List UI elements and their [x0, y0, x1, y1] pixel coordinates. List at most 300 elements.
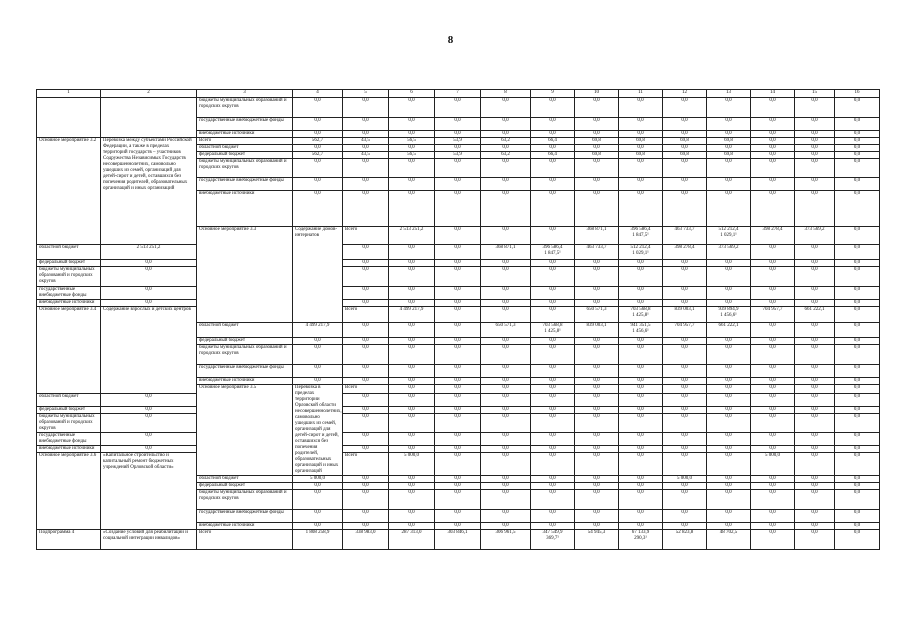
value-cell: 941 351,5 1 456,6¹	[619, 323, 663, 338]
value-cell: 0,0	[663, 260, 707, 267]
value-cell: 0,0	[795, 345, 835, 365]
value-cell: 0,0	[795, 338, 835, 345]
value-cell: 0,0	[389, 446, 435, 453]
value-cell: 0,0	[619, 453, 663, 476]
value-cell: 512 212,4 1 029,1¹	[707, 227, 751, 245]
value-cell: 0,0	[835, 345, 880, 365]
value-cell: 0,0	[481, 407, 531, 414]
value-cell: 0,0	[795, 394, 835, 407]
column-number-header: 3	[197, 90, 293, 98]
value-cell: 0,0	[435, 267, 481, 287]
value-cell: 0,0	[835, 267, 880, 287]
value-cell: 0,0	[795, 510, 835, 523]
value-cell: 0,0	[707, 345, 751, 365]
value-cell: 0,0	[531, 453, 575, 476]
value-cell: 0,0	[481, 385, 531, 394]
funding-source-cell: Всего	[343, 307, 389, 323]
value-cell: 0,0	[101, 394, 197, 407]
value-cell: 0,0	[343, 407, 389, 414]
value-cell: 0,0	[389, 394, 435, 407]
value-cell: 0,0	[751, 287, 795, 300]
program-cell	[37, 98, 101, 138]
value-cell: 0,0	[293, 378, 343, 385]
value-cell: 0,0	[575, 300, 619, 307]
table-row	[37, 307, 880, 323]
value-cell: 0,0	[531, 483, 575, 490]
funding-source-cell: государственные внебюджетные фонды	[37, 433, 101, 446]
value-cell: 0,0	[531, 433, 575, 446]
value-cell: 0,0	[293, 338, 343, 345]
value-cell: 0,0	[835, 483, 880, 490]
value-cell: 0,0	[101, 300, 197, 307]
value-cell: 0,0	[575, 523, 619, 530]
value-cell: 0,0	[389, 490, 435, 510]
value-cell: 0,0	[619, 407, 663, 414]
value-cell: 0,0	[707, 365, 751, 378]
value-cell: 0,0	[101, 287, 197, 300]
value-cell: 0,0	[343, 245, 389, 260]
column-number-header: 16	[835, 90, 880, 98]
funding-source-cell: областной бюджет	[197, 476, 293, 483]
value-cell: 0,0	[835, 118, 880, 131]
value-cell: 0,0	[751, 523, 795, 530]
value-cell: 0,0	[389, 385, 435, 394]
value-cell: 0,0	[619, 394, 663, 407]
value-cell: 0,0	[707, 414, 751, 433]
program-cell: Основное мероприятие 3.6	[37, 453, 101, 530]
value-cell: 398 278,4	[751, 227, 795, 245]
value-cell: 373 569,2	[707, 245, 751, 260]
value-cell: 69,8	[575, 138, 619, 145]
value-cell: 0,0	[751, 407, 795, 414]
value-cell: 0,0	[389, 433, 435, 446]
value-cell: 0,0	[751, 138, 795, 145]
value-cell: 0,0	[795, 145, 835, 152]
funding-source-cell: внебюджетные источники	[197, 191, 293, 227]
value-cell: 0,0	[435, 98, 481, 118]
value-cell: 0,0	[795, 267, 835, 287]
value-cell: 0,0	[663, 145, 707, 152]
description-cell	[101, 98, 197, 138]
value-cell: 0,0	[343, 98, 389, 118]
funding-source-cell: государственные внебюджетные фонды	[197, 510, 293, 523]
value-cell: 0,0	[619, 131, 663, 138]
value-cell: 0,0	[575, 267, 619, 287]
value-cell: 0,0	[835, 323, 880, 338]
value-cell: 0,0	[481, 287, 531, 300]
value-cell: 0,0	[751, 118, 795, 131]
value-cell: 0,0	[663, 365, 707, 378]
value-cell: 0,0	[751, 476, 795, 483]
value-cell: 0,0	[751, 300, 795, 307]
value-cell: 0,0	[619, 287, 663, 300]
value-cell: 0,0	[751, 446, 795, 453]
value-cell: 0,0	[751, 267, 795, 287]
funding-source-cell: Всего	[343, 227, 389, 245]
value-cell: 0,0	[435, 490, 481, 510]
value-cell: 0,0	[619, 510, 663, 523]
value-cell: 0,0	[481, 523, 531, 530]
value-cell: 0,0	[707, 159, 751, 178]
value-cell: 0,0	[293, 523, 343, 530]
value-cell: 0,0	[531, 307, 575, 323]
value-cell: 0,0	[835, 433, 880, 446]
value-cell: 0,0	[531, 267, 575, 287]
value-cell: 0,0	[619, 490, 663, 510]
value-cell: 0,0	[101, 260, 197, 267]
value-cell: 0,0	[707, 394, 751, 407]
value-cell: 0,0	[101, 407, 197, 414]
value-cell: 396 586,4 1 847,5¹	[619, 227, 663, 245]
value-cell: 69,8	[619, 138, 663, 145]
value-cell: 0,0	[293, 131, 343, 138]
value-cell: 0,0	[389, 523, 435, 530]
value-cell: 512 212,4 1 029,1¹	[619, 245, 663, 260]
value-cell: 0,0	[575, 446, 619, 453]
value-cell: 0,0	[751, 145, 795, 152]
value-cell: 0,0	[389, 178, 435, 191]
value-cell: 0,0	[575, 260, 619, 267]
value-cell: 0,0	[481, 483, 531, 490]
value-cell: 4 499 217,9	[389, 307, 435, 323]
value-cell: 0,0	[435, 159, 481, 178]
value-cell: 0,0	[481, 490, 531, 510]
value-cell: 0,0	[795, 414, 835, 433]
value-cell: 0,0	[707, 483, 751, 490]
value-cell: 0,0	[663, 453, 707, 476]
funding-source-cell: государственные внебюджетные фонды	[197, 365, 293, 378]
value-cell: 0,0	[575, 394, 619, 407]
value-cell: 0,0	[531, 407, 575, 414]
value-cell: 0,0	[707, 510, 751, 523]
value-cell: 0,0	[575, 378, 619, 385]
value-cell: 0,0	[389, 159, 435, 178]
column-number-header: 2	[101, 90, 197, 98]
funding-source-cell: Всего	[343, 453, 389, 476]
value-cell: 0,0	[619, 523, 663, 530]
value-cell: 0,0	[575, 490, 619, 510]
value-cell: 2 513 251,2	[389, 227, 435, 245]
value-cell: 0,0	[619, 483, 663, 490]
value-cell: 0,0	[751, 345, 795, 365]
value-cell: 0,0	[835, 394, 880, 407]
funding-source-cell: внебюджетные источники	[37, 446, 101, 453]
value-cell: 0,0	[707, 178, 751, 191]
value-cell: 0,0	[389, 245, 435, 260]
value-cell: 0,0	[435, 510, 481, 523]
value-cell: 0,0	[619, 145, 663, 152]
value-cell: 54 945,3	[575, 530, 619, 550]
funding-source-cell: Всего	[197, 530, 293, 550]
value-cell: 0,0	[343, 523, 389, 530]
value-cell: 0,0	[435, 287, 481, 300]
value-cell: 0,0	[835, 385, 880, 394]
value-cell: 0,0	[389, 300, 435, 307]
value-cell: 0,0	[389, 414, 435, 433]
value-cell: 0,0	[751, 152, 795, 159]
value-cell: 0,0	[575, 433, 619, 446]
table-row	[37, 245, 880, 260]
value-cell: 0,0	[751, 191, 795, 227]
value-cell: 661 222,1	[795, 307, 835, 323]
value-cell: 338 983,0	[343, 530, 389, 550]
value-cell: 0,0	[795, 287, 835, 300]
value-cell: 0,0	[531, 378, 575, 385]
value-cell: 0,0	[435, 191, 481, 227]
value-cell: 0,0	[795, 490, 835, 510]
value-cell: 0,0	[389, 345, 435, 365]
value-cell: 839 003,1	[575, 323, 619, 338]
value-cell: 0,0	[751, 490, 795, 510]
value-cell: 0,0	[481, 178, 531, 191]
value-cell: 0,0	[575, 407, 619, 414]
funding-source-cell: областной бюджет	[197, 323, 293, 338]
funding-source-cell: федеральный бюджет	[37, 407, 101, 414]
value-cell: 0,0	[531, 131, 575, 138]
value-cell: 0,0	[293, 118, 343, 131]
value-cell: 0,0	[575, 287, 619, 300]
value-cell: 48 702,5	[707, 530, 751, 550]
value-cell: 0,0	[293, 98, 343, 118]
value-cell: 0,0	[481, 159, 531, 178]
column-number-header: 11	[619, 90, 663, 98]
value-cell: 0,0	[663, 407, 707, 414]
value-cell: 0,0	[795, 323, 835, 338]
value-cell: 0,0	[795, 365, 835, 378]
value-cell: 0,0	[481, 365, 531, 378]
value-cell: 0,0	[435, 483, 481, 490]
value-cell: 0,0	[751, 260, 795, 267]
value-cell: 0,0	[707, 118, 751, 131]
value-cell: 0,0	[343, 260, 389, 267]
value-cell: 0,0	[751, 378, 795, 385]
value-cell: 0,0	[707, 267, 751, 287]
value-cell: 0,0	[343, 345, 389, 365]
column-number-header: 5	[343, 90, 389, 98]
value-cell: 2 513 251,2	[101, 245, 197, 260]
description-cell: «Создание условий для реабилитации и социальной интеграции инвалидов»	[101, 530, 197, 550]
column-number-header: 10	[575, 90, 619, 98]
value-cell: 0,0	[481, 98, 531, 118]
value-cell: 0,0	[707, 523, 751, 530]
value-cell: 0,0	[293, 345, 343, 365]
funding-source-cell: областной бюджет	[197, 145, 293, 152]
value-cell: 0,0	[751, 323, 795, 338]
value-cell: 0,0	[481, 446, 531, 453]
table-row	[37, 98, 880, 118]
value-cell: 0,0	[707, 260, 751, 267]
value-cell: 303 846,1	[435, 530, 481, 550]
value-cell: 0,0	[619, 476, 663, 483]
value-cell: 0,0	[835, 300, 880, 307]
value-cell: 0,0	[481, 131, 531, 138]
value-cell: 0,0	[835, 453, 880, 476]
value-cell: 66,4	[531, 152, 575, 159]
value-cell: 0,0	[795, 131, 835, 138]
value-cell: 0,0	[751, 385, 795, 394]
value-cell: 0,0	[575, 385, 619, 394]
table-row	[37, 414, 880, 433]
value-cell: 650 571,3	[481, 323, 531, 338]
value-cell: 0,0	[795, 385, 835, 394]
value-cell: 306 961,5	[481, 530, 531, 550]
value-cell: 0,0	[751, 245, 795, 260]
value-cell: 0,0	[389, 98, 435, 118]
column-number-header: 8	[481, 90, 531, 98]
value-cell: 0,0	[481, 433, 531, 446]
value-cell: 0,0	[835, 476, 880, 483]
value-cell: 0,0	[343, 178, 389, 191]
value-cell: 0,0	[389, 267, 435, 287]
value-cell: 0,0	[707, 446, 751, 453]
value-cell: 0,0	[707, 407, 751, 414]
value-cell: 0,0	[663, 385, 707, 394]
program-cell: Подпрограмма 4	[37, 530, 101, 550]
column-number-header: 12	[663, 90, 707, 98]
value-cell: 0,0	[795, 98, 835, 118]
funding-source-cell: внебюджетные источники	[197, 378, 293, 385]
value-cell: 0,0	[531, 338, 575, 345]
value-cell: 0,0	[343, 338, 389, 345]
value-cell: 0,0	[751, 159, 795, 178]
value-cell: 0,0	[435, 523, 481, 530]
description-cell: Содержание взрослых и детских центров	[101, 307, 197, 394]
value-cell: 0,0	[707, 287, 751, 300]
value-cell: 0,0	[343, 159, 389, 178]
value-cell: 56,5	[389, 138, 435, 145]
value-cell: 0,0	[835, 191, 880, 227]
funding-source-cell: бюджеты муниципальных образований и городских округов	[37, 267, 101, 287]
value-cell: 0,0	[343, 267, 389, 287]
funding-source-cell: Всего	[197, 138, 293, 145]
value-cell: 0,0	[619, 300, 663, 307]
value-cell: 0,0	[481, 300, 531, 307]
value-cell: 0,0	[575, 191, 619, 227]
value-cell: 0,0	[343, 433, 389, 446]
value-cell: 0,0	[575, 345, 619, 365]
value-cell: 0,0	[435, 338, 481, 345]
value-cell: 0,0	[751, 338, 795, 345]
value-cell: 0,0	[435, 323, 481, 338]
value-cell: 368 871,1	[481, 245, 531, 260]
value-cell: 0,0	[531, 300, 575, 307]
value-cell: 0,0	[663, 287, 707, 300]
value-cell: 0,0	[531, 523, 575, 530]
value-cell: 0,0	[619, 191, 663, 227]
funding-source-cell: Всего	[343, 385, 389, 394]
program-cell: Основное мероприятие 3.5	[197, 385, 293, 476]
value-cell: 0,0	[481, 227, 531, 245]
value-cell: 0,0	[663, 118, 707, 131]
value-cell: 0,0	[575, 453, 619, 476]
value-cell: 0,0	[343, 394, 389, 407]
value-cell: 562,7	[293, 152, 343, 159]
value-cell: 661 222,1	[707, 323, 751, 338]
value-cell: 0,0	[663, 191, 707, 227]
value-cell: 704 957,7	[663, 323, 707, 338]
value-cell: 0,0	[575, 365, 619, 378]
value-cell: 0,0	[435, 260, 481, 267]
value-cell: 0,0	[835, 159, 880, 178]
value-cell: 0,0	[531, 446, 575, 453]
value-cell: 0,0	[531, 191, 575, 227]
value-cell: 0,0	[663, 523, 707, 530]
value-cell: 0,0	[343, 446, 389, 453]
value-cell: 69,8	[663, 152, 707, 159]
value-cell: 463 733,7	[663, 227, 707, 245]
value-cell: 0,0	[531, 490, 575, 510]
value-cell: 0,0	[835, 338, 880, 345]
value-cell: 0,0	[663, 378, 707, 385]
value-cell: 0,0	[707, 490, 751, 510]
value-cell: 0,0	[293, 145, 343, 152]
value-cell: 0,0	[575, 476, 619, 483]
value-cell: 0,0	[795, 178, 835, 191]
value-cell: 0,0	[619, 159, 663, 178]
description-cell: «Капитальное строительство и капитальный ремонт бюджетных учреждений Орловской области»	[101, 453, 197, 530]
value-cell: 0,0	[835, 145, 880, 152]
value-cell: 0,0	[343, 287, 389, 300]
value-cell: 53,9	[435, 138, 481, 145]
value-cell: 0,0	[751, 510, 795, 523]
value-cell: 0,0	[575, 145, 619, 152]
value-cell: 0,0	[835, 407, 880, 414]
table-row	[37, 433, 880, 446]
page-number: 8	[447, 34, 454, 46]
value-cell: 0,0	[481, 267, 531, 287]
value-cell: 5 000,0	[751, 453, 795, 476]
value-cell: 69,8	[707, 138, 751, 145]
table-row	[37, 138, 880, 145]
value-cell: 0,0	[795, 152, 835, 159]
value-cell: 0,0	[835, 523, 880, 530]
column-number-header: 15	[795, 90, 835, 98]
value-cell: 0,0	[795, 159, 835, 178]
value-cell: 0,0	[389, 378, 435, 385]
value-cell: 0,0	[835, 98, 880, 118]
value-cell: 0,0	[343, 191, 389, 227]
value-cell: 0,0	[389, 338, 435, 345]
value-cell: 0,0	[531, 510, 575, 523]
value-cell: 0,0	[663, 178, 707, 191]
value-cell: 0,0	[101, 433, 197, 446]
value-cell: 0,0	[751, 365, 795, 378]
value-cell: 0,0	[707, 145, 751, 152]
value-cell: 0,0	[435, 345, 481, 365]
value-cell: 0,0	[663, 510, 707, 523]
value-cell: 56,5	[389, 152, 435, 159]
value-cell: 0,0	[481, 345, 531, 365]
value-cell: 0,0	[343, 510, 389, 523]
value-cell: 0,0	[663, 483, 707, 490]
value-cell: 0,0	[435, 476, 481, 483]
value-cell: 0,0	[835, 131, 880, 138]
value-cell: 0,0	[481, 260, 531, 267]
value-cell: 0,0	[663, 98, 707, 118]
value-cell: 0,0	[435, 394, 481, 407]
value-cell: 0,0	[293, 490, 343, 510]
value-cell: 5 000,0	[663, 476, 707, 483]
value-cell: 0,0	[751, 530, 795, 550]
value-cell: 0,0	[835, 307, 880, 323]
value-cell: 0,0	[751, 131, 795, 138]
funding-source-cell: бюджеты муниципальных образований и городских округов	[197, 345, 293, 365]
description-cell: Перевозка между субъектами Российской Федерации, а также в пределах территорий государств – участников Содружества Независимых Государств несовершеннолетних, самовольно ушедших из семей, организаций для детей-сирот и детей, оставшихся без попечения родителей, образовательных организаций и иных организаций	[101, 138, 197, 245]
value-cell: 0,0	[575, 98, 619, 118]
value-cell: 0,0	[835, 530, 880, 550]
value-cell: 0,0	[575, 483, 619, 490]
value-cell: 0,0	[101, 267, 197, 287]
